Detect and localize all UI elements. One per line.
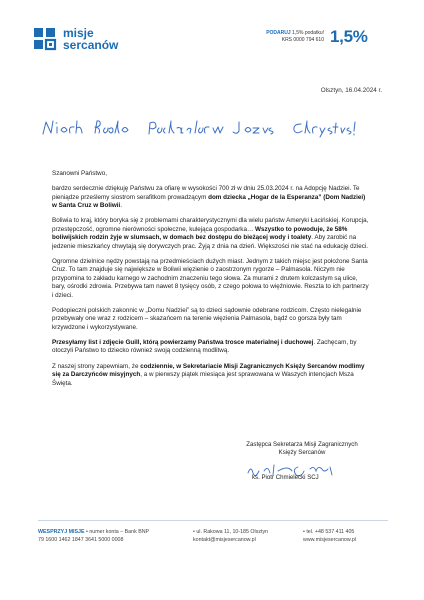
misje-sercanow-logo — [32, 26, 152, 56]
salutation: Szanowni Państwo, — [52, 170, 107, 177]
logo-text-line1: misje — [63, 26, 94, 40]
paragraph-4: Podopieczni polskich zakonnic w „Domu Nadziei” są to dzieci sądownie odebrane rodzicom. Często nielegalnie przebywały one wraz z rodzicem – skazańcem na terenie więzienia Palmasola, bądź co gorsza były tam krzywdzone i wykorzystywane. — [52, 306, 362, 331]
footer-donate-label: WESPRZYJ MISJE — [38, 529, 85, 535]
letter-body — [52, 170, 370, 395]
signature-title: Zastępca Sekretarza Misji Zagranicznych — [246, 441, 358, 448]
paragraph-6: Z naszej strony zapewniam, że codziennie, w Sekretariacie Misji Zagranicznych Księży Sercanów modlimy się za Darczyńców misyjnych, a w pierwszy piątek miesiąca jest sprawowana w Waszych intencjach Msza Święta. — [52, 362, 365, 387]
footer-email-link[interactable]: kontakt@misjesercanow.pl — [193, 536, 256, 543]
footer-address — [193, 529, 268, 544]
handwritten-greeting — [39, 116, 379, 142]
logo-text-line2: sercanów — [63, 38, 119, 52]
krs-number: KRS 0000 794 610 — [281, 37, 324, 43]
tax-big-percent: 1,5% — [330, 27, 368, 46]
footer-donate — [38, 529, 149, 544]
footer-street: • ul. Rakowa 11, 10-185 Olsztyn — [193, 529, 269, 535]
signature-block — [227, 441, 377, 457]
footer-phone: • tel. +48 537 411 405 — [303, 529, 355, 535]
paragraph-3: Ogromne dzielnice nędzy powstają na przedmieściach dużych miast. Jednym z takich miejsc jest położone Santa Cruz. To tam znajduje się największe w Boliwii więzienie o zaostrzonym rygorze – Palmasola. Niczym nie przypomina to zakładu karnego w zachodnim znaczeniu tego słowa. Za murami z drutem kolczastym są ulice, bary, ośrodki zdrowia. Przebywa tam nawet 8 tysięcy osób, z czego połowa to więźniowie. Reszta to ich partnerzy i dzieci. — [52, 257, 369, 299]
tax-prefix: PODARUJ — [266, 30, 291, 36]
footer-divider — [38, 520, 388, 521]
letter-date: Olsztyn, 16.04.2024 r. — [320, 87, 382, 94]
footer-website-link[interactable]: www.misjesercanow.pl — [303, 536, 356, 543]
footer-contact — [303, 529, 356, 544]
tax-percent-text: 1,5% podatku! — [292, 30, 324, 36]
footer-account-number: 79 1600 1462 1847 3641 5000 0008 — [38, 536, 124, 543]
paragraph-5: Przesyłamy list i zdjęcie Guill, którą powierzamy Państwa trosce materialnej i duchowej. Zachęcam, by otoczyli Państwo to dziecko również swoją codzienną modlitwą. — [52, 338, 357, 355]
tax-donation-note — [258, 30, 324, 44]
paragraph-2: Boliwia to kraj, który boryka się z problemami charakterystycznymi dla wielu państw Ameryki Łacińskiej. Korupcja, przestępczość, ogromne nierówności społeczne, kulejąca gospodarka… Wszystko to powoduje, że 58% boliwijskich rodzin żyje w slumsach, w domach bez dostępu do bieżącej wody i toalety. Aby zarobić na jedzenie mieszkańcy chwytają się dorywczych prac. Żyją z dnia na dzień. Większości nie stać na edukację dzieci. — [52, 217, 369, 250]
paragraph-1: bardzo serdecznie dziękuję Państwu za ofiarę w wysokości 700 zł w dniu 25.03.2024 r. na Adopcję Nadziei. Te pieniądze prześlemy siostrom serafitkom prowadzącym dom dziecka „Hogar de la Esperanza” (Dom Nadziei) w Santa Cruz w Boliwii. — [52, 185, 366, 210]
logo-cross-icon — [32, 26, 58, 52]
signatory-name: ks. Piotr Chmielecki SCJ — [252, 474, 319, 481]
footer-bank: • numer konta – Bank BNP — [84, 529, 150, 535]
signature-org: Księży Sercanów — [278, 449, 326, 456]
